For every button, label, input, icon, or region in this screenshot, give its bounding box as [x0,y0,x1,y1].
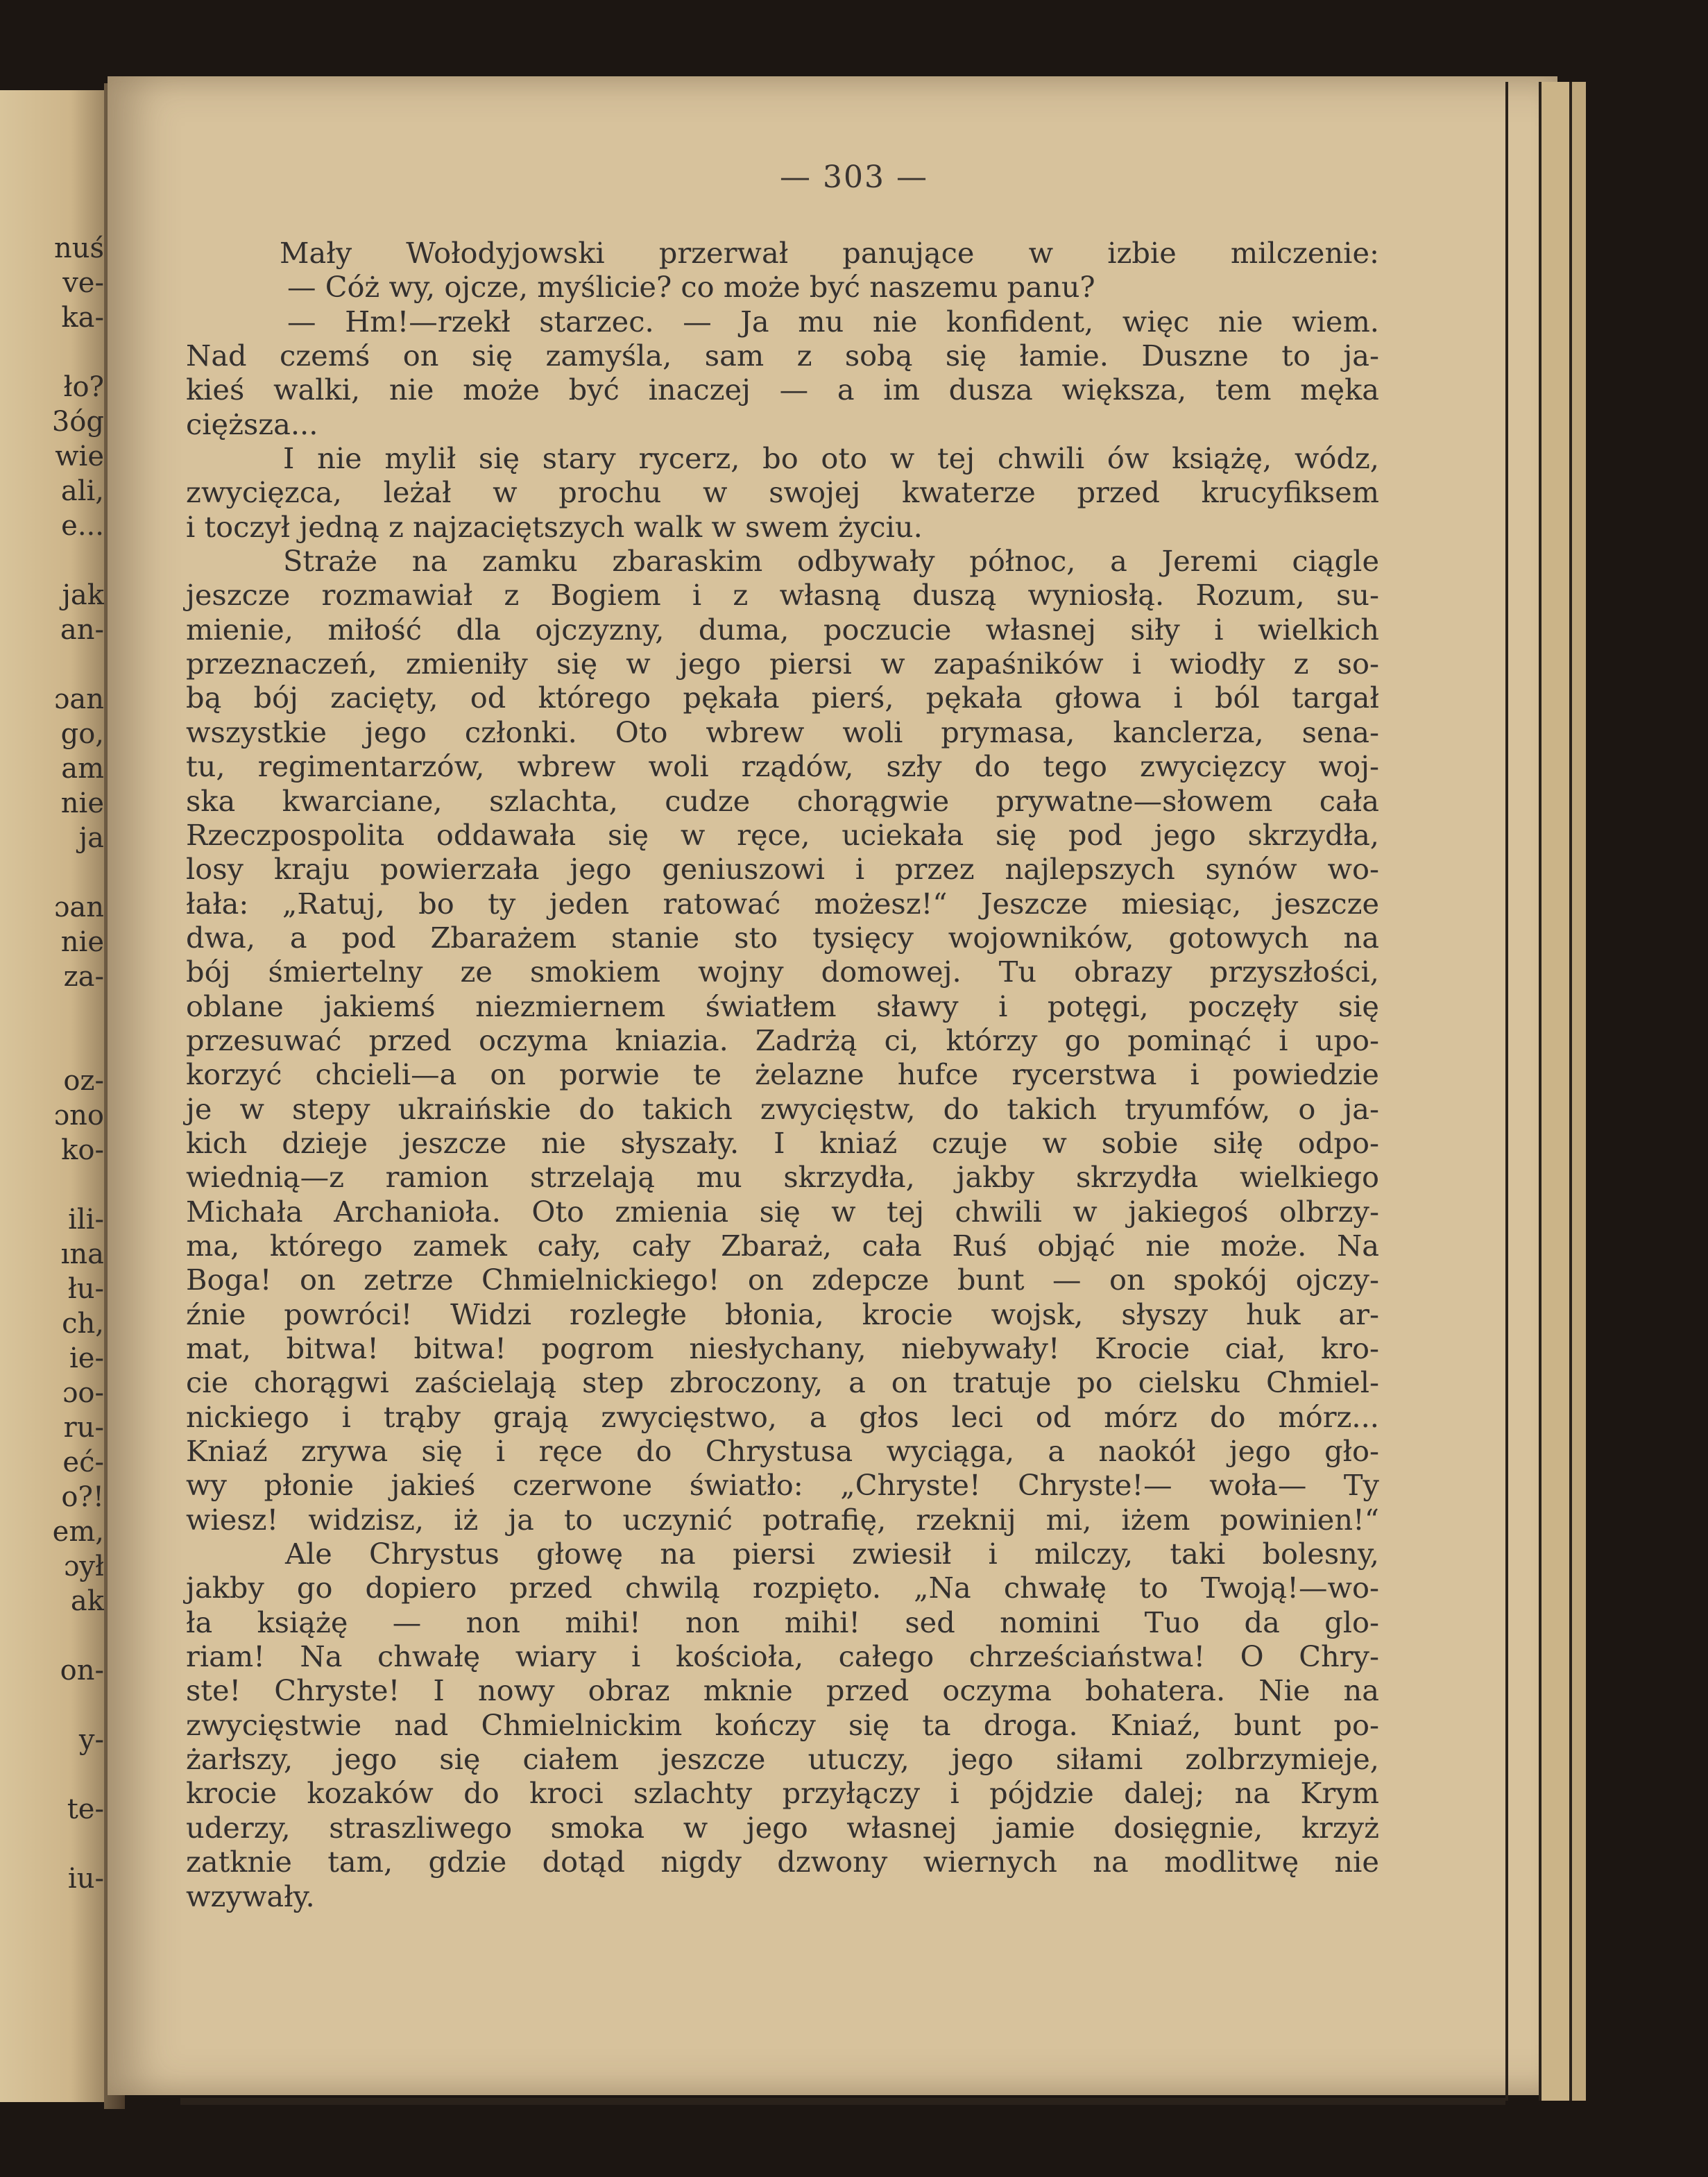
facing-page-fragment: ına [60,1238,104,1270]
text-line: wy płonie jakieś czerwone światło: „Chryste! Chryste!— woła— Ty [186,1468,1379,1503]
text-line: zatknie tam, gdzie dotąd nigdy dzwony wiernych na modlitwę nie [186,1845,1379,1879]
facing-page-fragment: em, [52,1516,104,1548]
facing-page-fragment: ru- [63,1412,104,1444]
text-line: Nad czemś on się zamyśla, sam z sobą się łamie. Duszne to ja- [186,339,1379,373]
text-line: zwycięstwie nad Chmielnickim kończy się ta droga. Kniaź, bunt po- [186,1707,1379,1742]
text-line: Michała Archanioła. Oto zmienia się w tej chwili w jakiegoś olbrzy- [186,1194,1379,1229]
facing-page-fragment: wie [55,441,104,472]
page-bottom-edge [180,2098,1505,2105]
facing-page-fragment: on- [60,1655,104,1687]
facing-page-fragment: nuś [53,232,104,264]
facing-page-fragment: te- [67,1793,104,1825]
text-line: riam! Na chwałę wiary i kościoła, całego chrześciaństwa! O Chry- [186,1639,1379,1674]
text-line: Straże na zamku zbaraskim odbywały północ, a Jeremi ciągle [283,544,1379,579]
text-line: mat, bitwa! bitwa! pogrom niesłychany, niebywały! Krocie ciał, kro- [186,1331,1379,1365]
text-line: wiesz! widzisz, iż ja to uczynić potrafię, rzeknij mi, iżem powinien!“ [186,1502,1379,1537]
text-line: wszystkie jego członki. Oto wbrew woli prymasa, kanclerza, sena- [186,715,1379,749]
text-line: przesuwać przed oczyma kniazia. Zadrżą ci, którzy go pominąć i upo- [186,1023,1379,1057]
text-line: Ale Chrystus głowę na piersi zwiesił i milczy, taki bolesny, [285,1537,1379,1571]
facing-page-fragment: nie [60,926,104,958]
facing-page-fragment: iu- [67,1863,104,1895]
text-line: Boga! on zetrze Chmielnickiego! on zdepcze bunt — on spokój ojczy- [186,1263,1379,1297]
text-line: dwa, a pod Zbarażem stanie sto tysięcy wojowników, gotowych na [186,920,1379,955]
facing-page-fragment: ch, [62,1308,104,1340]
facing-page-fragment: e... [61,510,104,542]
facing-page-fragment: ja [78,822,104,854]
facing-page-fragment: oz- [63,1065,104,1097]
text-line: ste! Chryste! I nowy obraz mknie przed oczyma bohatera. Nie na [186,1673,1379,1708]
text-line: łała: „Ratuj, bo ty jeden ratować możesz!“ Jeszcze miesiąc, jeszcze [186,886,1379,921]
facing-page-fragment: ło? [63,371,104,403]
facing-page-fragment: go, [60,718,104,750]
facing-page-fragment: ɔan [53,891,104,923]
text-line: — Cóż wy, ojcze, myślicie? co może być naszemu panu? [287,270,1095,305]
facing-page-fragment: ko- [61,1134,104,1166]
page-number: — 303 — [780,160,928,195]
page-edge [1539,82,1572,2101]
facing-page-fragment: nie [60,787,104,819]
text-line: źnie powróci! Widzi rozległe błonia, krocie wojsk, słyszy huk ar- [186,1297,1379,1331]
text-line: kich dzieje jeszcze nie słyszały. I kniaź czuje w sobie siłę odpo- [186,1125,1379,1160]
text-line: przeznaczeń, zmieniły się w jego piersi w zapaśników i wiodły z so- [186,647,1379,681]
text-line: krocie kozaków do kroci szlachty przyłączy i pójdzie dalej; na Krym [186,1776,1379,1811]
text-line: wiednią—z ramion strzelają mu skrzydła, jakby skrzydła wielkiego [186,1160,1379,1195]
text-line: tu, regimentarzów, wbrew woli rządów, szły do tego zwycięzcy woj- [186,749,1379,784]
facing-page-fragment: łu- [67,1273,104,1305]
text-line: Rzeczpospolita oddawała się w ręce, uciekała się pod jego skrzydła, [186,817,1379,852]
text-line: je w stepy ukraińskie do takich zwycięstw, do takich tryumfów, o ja- [186,1091,1379,1126]
facing-page-fragment: 3óg [51,406,104,438]
facing-page-fragment: o?! [61,1481,104,1513]
text-line: wzywały. [186,1879,315,1913]
text-line: mienie, miłość dla ojczyzny, duma, poczucie własnej siły i wielkich [186,612,1379,647]
facing-page-fragment: ali, [60,475,104,507]
text-line: nickiego i trąby grają zwycięstwo, a głos leci od mórz do mórz... [186,1399,1379,1434]
facing-page-fragment: y- [78,1724,104,1756]
text-line: ła książę — non mihi! non mihi! sed nomini Tuo da glo- [186,1605,1379,1639]
text-line: losy kraju powierzała jego geniuszowi i przez najlepszych synów wo- [186,852,1379,887]
text-line: — Hm!—rzekł starzec. — Ja mu nie konfident, więc nie wiem. [287,304,1379,339]
text-line: żarłszy, jego się ciałem jeszcze utuczy, jego siłami zolbrzymieje, [186,1742,1379,1777]
text-line: ska kwarciane, szlachta, cudze chorągwie prywatne—słowem cała [186,783,1379,818]
facing-page-fragment: ɔył [64,1551,104,1582]
text-line: bą bój zacięty, od którego pękała pierś, pękała głowa i ból targał [186,681,1379,715]
text-line: cie chorągwi zaścielają step zbroczony, a on tratuje po cielsku Chmiel- [186,1365,1379,1400]
page-edge [1569,82,1586,2101]
facing-page-fragment: za- [63,961,104,993]
facing-page-fragment: ve- [62,267,104,299]
text-line: ma, którego zamek cały, cały Zbaraż, cała Ruś objąć nie może. Na [186,1228,1379,1263]
text-line: i toczył jedną z najzaciętszych walk w swem życiu. [186,509,923,544]
facing-page-fragment: jak [62,579,104,611]
facing-page-fragment: am [61,753,104,785]
facing-page-fragment: ie- [69,1342,104,1374]
text-line: oblane jakiemś niezmiernem światłem sławy i potęgi, poczęły się [186,989,1379,1023]
text-line: Kniaź zrywa się i ręce do Chrystusa wyciąga, a naokół jego gło- [186,1434,1379,1469]
text-line: zwycięzca, leżał w prochu w swojej kwaterze przed krucyfiksem [186,475,1379,510]
text-line: bój śmiertelny ze smokiem wojny domowej. Tu obrazy przyszłości, [186,955,1379,989]
facing-page-fragment: ak [70,1585,104,1617]
facing-page-fragment: ka- [61,302,104,334]
text-line: jakby go dopiero przed chwilą rozpięto. „Na chwałę to Twoją!—wo- [186,1571,1379,1605]
text-line: jeszcze rozmawiał z Bogiem i z własną duszą wyniosłą. Rozum, su- [186,578,1379,613]
text-line: Mały Wołodyjowski przerwał panujące w izbie milczenie: [280,236,1379,270]
text-line: korzyć chcieli—a on porwie te żelazne hufce rycerstwa i powiedzie [186,1057,1379,1092]
text-line: kieś walki, nie może być inaczej — a im dusza większa, tem męka [186,373,1379,407]
text-line: uderzy, straszliwego smoka w jego własnej jamie dosięgnie, krzyż [186,1810,1379,1845]
page-edge [1505,82,1508,2101]
facing-page-fragment: ɔan [53,683,104,715]
page-body-text [186,236,1379,1913]
facing-page-strip [0,90,118,2102]
text-line: cięższa... [186,407,318,441]
facing-page-fragment: ili- [68,1204,104,1236]
text-line: I nie mylił się stary rycerz, bo oto w tej chwili ów książę, wódz, [283,441,1379,476]
facing-page-fragment: eć- [62,1446,104,1478]
facing-page-fragment: an- [60,614,104,646]
facing-page-fragment: ɔno [53,1100,104,1132]
facing-page-fragment: ɔo- [62,1377,104,1409]
